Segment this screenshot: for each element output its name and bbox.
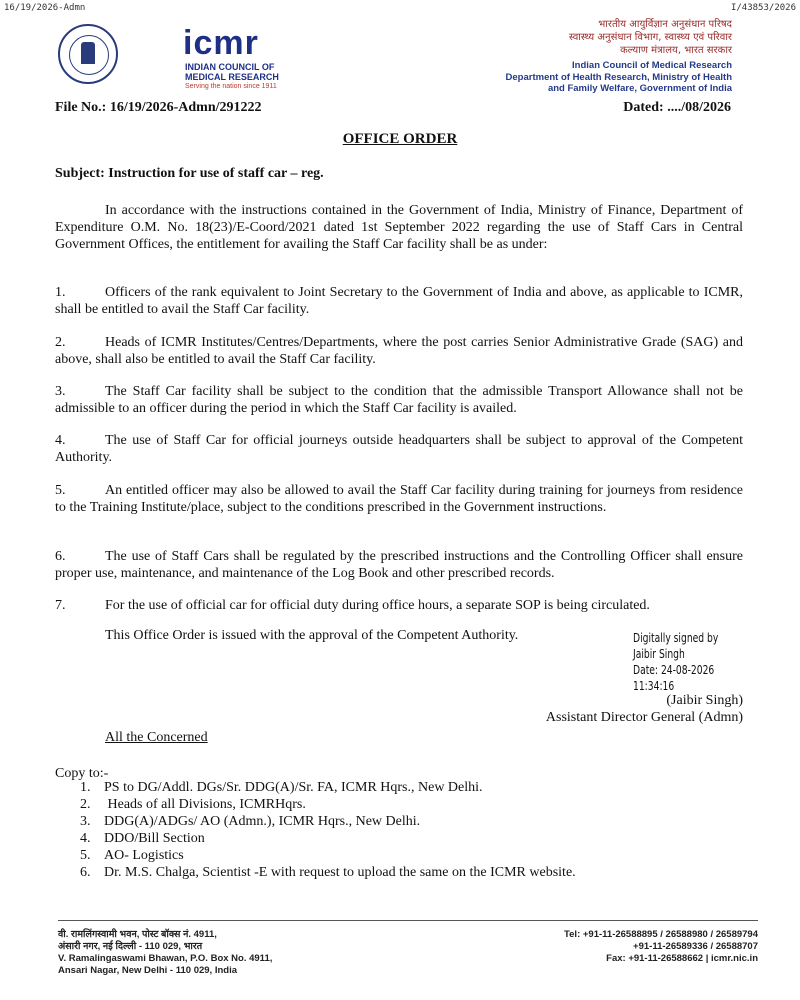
list-item: 3. DDG(A)/ADGs/ AO (Admn.), ICMR Hqrs., New Delhi. xyxy=(80,814,421,829)
signature-line-2: Jaibir Singh xyxy=(633,647,685,661)
signature-line-1: Digitally signed by xyxy=(633,631,719,645)
signatory-name: (Jaibir Singh) xyxy=(666,693,743,708)
signatory-designation: Assistant Director General (Admn) xyxy=(545,710,743,725)
signature-line-3: Date: 24-08-2026 xyxy=(633,663,715,677)
letterhead-hindi-2: स्वास्थ्य अनुसंधान विभाग, स्वास्थ्य एवं परिवार xyxy=(568,32,732,43)
footer-contact: Tel: +91-11-26588895 / 26588980 / 26589794 +91-11-26589336 / 26588707 Fax: +91-11-26588662 | icmr.nic.in xyxy=(564,929,758,964)
copy-to-list xyxy=(80,779,576,881)
letterhead-english-2: Department of Health Research, Ministry of Health xyxy=(505,72,732,83)
list-item: 4. DDO/Bill Section xyxy=(80,831,205,846)
approval-line: This Office Order is issued with the approval of the Competent Authority. xyxy=(105,628,519,643)
letterhead-hindi-1: भारतीय आयुर्विज्ञान अनुसंधान परिषद xyxy=(598,19,732,30)
header-doc-number: I/43853/2026 xyxy=(730,3,796,13)
copy-to-label: Copy to:- xyxy=(55,766,109,781)
letterhead-english-1: Indian Council of Medical Research xyxy=(572,60,732,71)
addressee: All the Concerned xyxy=(105,730,208,745)
list-item: 5. AO- Logistics xyxy=(80,848,184,863)
icmr-logo-sub-1: INDIAN COUNCIL OF xyxy=(185,62,275,72)
dated: Dated: ..../08/2026 xyxy=(623,100,731,115)
list-item: 1. PS to DG/Addl. DGs/Sr. DDG(A)/Sr. FA, ICMR Hqrs., New Delhi. xyxy=(80,780,483,795)
footer-address: वी. रामलिंगस्वामी भवन, पोस्ट बॉक्स नं. 4911, अंसारी नगर, नई दिल्ली - 110 029, भारत V. Ramalingaswami Bhawan, P.O. Box No. 4911, Ansari Nagar, New Delhi - 110 029, India xyxy=(58,929,273,976)
icmr-seal-logo xyxy=(58,24,118,84)
document-title: OFFICE ORDER xyxy=(342,131,458,147)
list-item: 2. Heads of all Divisions, ICMRHqrs. xyxy=(80,797,306,812)
icmr-tagline: Serving the nation since 1911 xyxy=(185,83,277,90)
file-number: File No.: 16/19/2026-Admn/291222 xyxy=(55,100,262,115)
list-item: 6. Dr. M.S. Chalga, Scientist -E with request to upload the same on the ICMR website. xyxy=(80,865,576,880)
icmr-logo-word: icmr xyxy=(183,24,259,62)
footer-divider xyxy=(58,920,758,921)
header-file-ref: 16/19/2026-Admn xyxy=(4,3,86,13)
order-item-2: 2. Heads of ICMR Institutes/Centres/Departments, where the post carries Senior Administrative Grade (SAG) and above, shall also be entitled to avail the Staff Car facility. xyxy=(55,335,743,367)
digital-signature-block xyxy=(633,630,718,694)
icmr-logo-sub-2: MEDICAL RESEARCH xyxy=(185,72,279,82)
order-item-7: 7. For the use of official car for official duty during office hours, a separate SOP is being circulated. xyxy=(55,598,650,613)
letterhead-hindi-3: कल्याण मंत्रालय, भारत सरकार xyxy=(620,45,732,56)
letterhead-english-3: and Family Welfare, Government of India xyxy=(547,83,732,94)
order-item-5: 5. An entitled officer may also be allowed to avail the Staff Car facility during training for journeys from residence to the Training Institute/place, subject to the conditions prescribed in the Government instructions. xyxy=(55,483,743,515)
order-item-1: 1. Officers of the rank equivalent to Joint Secretary to the Government of India and above, as applicable to ICMR, shall be entitled to avail the Staff Car facility. xyxy=(55,285,743,317)
order-item-6: 6. The use of Staff Cars shall be regulated by the prescribed instructions and the Controlling Officer shall ensure proper use, maintenance, and maintenance of the Log Book and other prescribed records. xyxy=(55,549,743,581)
order-item-3: 3. The Staff Car facility shall be subject to the condition that the admissible Transport Allowance shall not be admissible to an officer during the period in which the Staff Car facility is availed. xyxy=(55,384,743,416)
order-item-4: 4. The use of Staff Car for official journeys outside headquarters shall be subject to approval of the Competent Authority. xyxy=(55,433,743,465)
signature-line-4: 11:34:16 xyxy=(633,679,675,693)
intro-paragraph: In accordance with the instructions contained in the Government of India, Ministry of Finance, Department of Expenditure O.M. No. 18(23)/E-Coord/2021 dated 1st September 2022 regarding the use of Staff Cars in Central Government Offices, the entitlement for availing the Staff Car facility shall be as under: xyxy=(55,203,743,252)
subject-line: Subject: Instruction for use of staff car – reg. xyxy=(55,166,324,181)
